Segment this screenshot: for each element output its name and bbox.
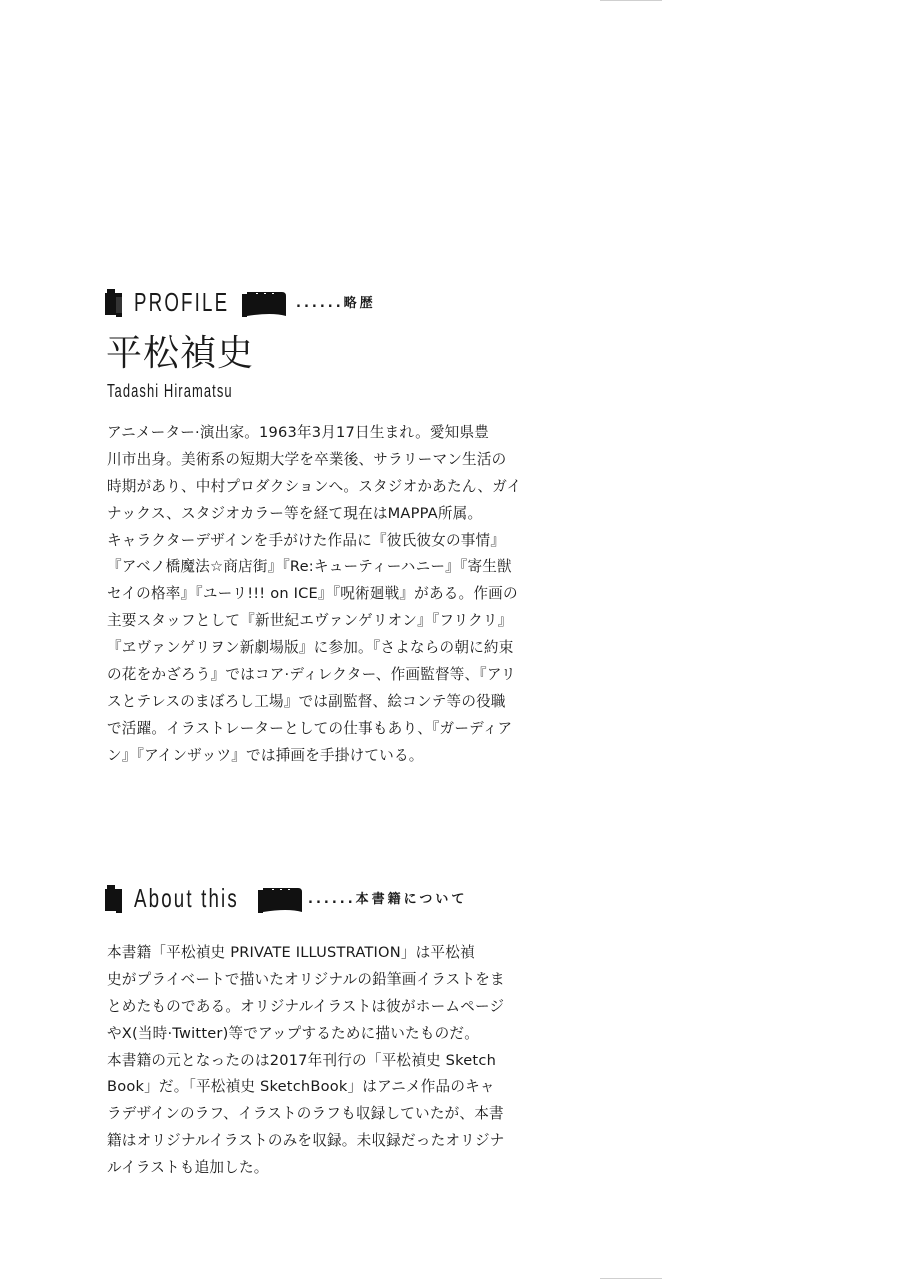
page-edge-bottom	[600, 1278, 662, 1279]
text-line: で活躍。イラストレーターとしての仕事もあり、『ガーディア	[107, 719, 513, 737]
text-line: アニメーター·演出家。1963年3月17日生まれ。愛知県豊	[107, 424, 490, 441]
film-strip-icon	[258, 886, 304, 914]
author-name-jp: 平松禎史	[106, 333, 255, 374]
text-line: 本書籍「平松禎史 PRIVATE ILLUSTRATION」は平松禎	[107, 944, 475, 961]
text-line: やX(当時·Twitter)等でアップするために描いたものだ。	[107, 1024, 479, 1042]
author-name-en: Tadashi Hiramatsu	[107, 381, 233, 401]
text-line: の花をかざろう』ではコア·ディレクター、作画監督等、『アリ	[107, 666, 516, 684]
about-text	[107, 940, 505, 1182]
about-heading-jp: ......本書籍について	[308, 892, 468, 907]
text-line: Book」だ。「平松禎史 SketchBook」はアニメ作品のキャ	[107, 1078, 495, 1096]
profile-text	[107, 420, 521, 770]
text-line: とめたものである。オリジナルイラストは彼がホームページ	[107, 997, 505, 1015]
about-heading-en: About this	[134, 882, 239, 913]
text-line: セイの格率』『ユーリ!!! on ICE』『呪術廻戦』がある。作画の	[107, 585, 518, 603]
film-canister-icon	[104, 885, 124, 915]
text-line: 史がプライベートで描いたオリジナルの鉛筆画イラストをま	[107, 970, 505, 988]
profile-heading	[104, 288, 376, 320]
text-line: 川市出身。美術系の短期大学を卒業後、サラリーマン生活の	[107, 450, 507, 468]
text-line: スとテレスのまぼろし工場』では副監督、絵コンテ等の役職	[107, 692, 506, 710]
text-line: 『ヱヴァンゲリヲン新劇場版』に参加。『さよならの朝に約束	[107, 639, 514, 657]
about-heading	[104, 884, 467, 916]
text-line: 本書籍の元となったのは2017年刊行の「平松禎史 Sketch	[107, 1051, 497, 1069]
text-line: キャラクターデザインを手がけた作品に『彼氏彼女の事情』	[107, 531, 506, 549]
text-line: ラデザインのラフ、イラストのラフも収録していたが、本書	[107, 1105, 504, 1123]
profile-heading-en: PROFILE	[134, 286, 230, 317]
text-line: ナックス、スタジオカラー等を経て現在はMAPPA所属。	[107, 504, 483, 522]
film-strip-icon	[242, 290, 288, 318]
text-line: ン』『アインザッツ』では挿画を手掛けている。	[107, 746, 424, 764]
profile-heading-jp: ......略歴	[296, 296, 376, 311]
text-line: 主要スタッフとして『新世紀エヴァンゲリオン』『フリクリ』	[107, 612, 513, 630]
page-edge-top	[600, 0, 662, 1]
film-canister-icon	[104, 289, 124, 319]
text-line: ルイラストも追加した。	[107, 1159, 269, 1177]
text-line: 時期があり、中村プロダクションへ。スタジオかあたん、ガイ	[107, 477, 522, 495]
text-line: 『アベノ橋魔法☆商店街』『Re:キューティーハニー』『寄生獣	[107, 558, 512, 576]
text-line: 籍はオリジナルイラストのみを収録。未収録だったオリジナ	[107, 1132, 505, 1150]
